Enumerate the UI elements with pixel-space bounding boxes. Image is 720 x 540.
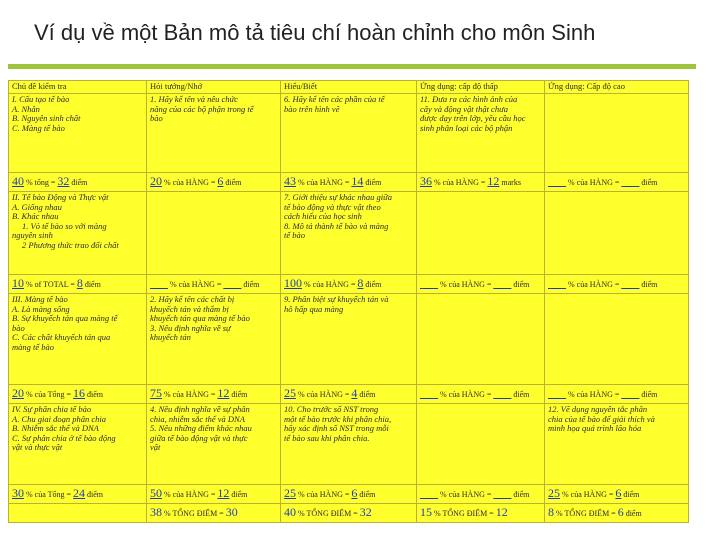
score-percent-label: % của Tổng =	[24, 489, 74, 499]
cell-line: bào trên hình vẽ	[284, 103, 340, 114]
score-percent-label: % của HÀNG =	[296, 177, 352, 187]
score-points-label: điểm	[511, 489, 530, 499]
score-cell	[147, 275, 281, 294]
score-points: 6	[615, 485, 622, 500]
score-percent: ___	[150, 275, 168, 290]
score-points-label: marks	[499, 177, 521, 187]
total-cell	[147, 504, 281, 523]
score-cell	[147, 485, 281, 504]
score-percent: ___	[548, 275, 566, 290]
score-points-label: điểm	[241, 279, 260, 289]
cell-line: 4. Nêu định nghĩa về sự phân	[150, 404, 250, 414]
score-percent-label: % of TOTAL =	[24, 279, 77, 289]
page-title: Ví dụ về một Bản mô tả tiêu chí hoàn chỉnh cho môn Sinh	[34, 20, 596, 45]
score-points: 8	[357, 275, 364, 290]
cell-line: bào	[12, 322, 25, 333]
score-percent: ___	[548, 385, 566, 400]
score-percent: 15	[420, 504, 432, 519]
score-percent: 25	[284, 485, 296, 500]
cell-line: tế bào sau khi phân chia.	[284, 432, 370, 443]
score-row	[9, 385, 689, 404]
rubric-cell	[417, 404, 545, 485]
cell-line: 12. Vẽ dụng nguyên tắc phân	[548, 404, 648, 414]
column-header: Ứng dụng: Cấp độ cao	[545, 81, 689, 94]
score-cell	[545, 385, 689, 404]
cell-line: 7. Giới thiệu sự khác nhau giữa	[284, 192, 393, 202]
score-points: ___	[621, 173, 640, 188]
cell-line: màng tế bào	[12, 341, 55, 352]
score-percent: 25	[284, 385, 296, 400]
cell-line: II. Tế bào Động và Thực vật	[12, 192, 109, 202]
cell-line: 2 Phương thức trao đổi chất	[22, 239, 119, 250]
score-cell	[417, 385, 545, 404]
cell-line: khuyếch tán qua màng tế bào	[150, 313, 250, 324]
totals-row	[9, 504, 689, 523]
score-points-label: điểm	[639, 279, 658, 289]
cell-line: chia của tế bào để giải thích và	[548, 413, 655, 424]
score-points: 14	[351, 173, 364, 188]
score-percent: 20	[150, 173, 162, 188]
score-points-label: điểm	[69, 177, 88, 187]
cell-line: 11. Đưa ra các hình ảnh của	[420, 94, 518, 104]
score-cell	[281, 485, 417, 504]
score-percent-label: % của HÀNG =	[162, 389, 218, 399]
cell-line: IV. Sự phân chia tế bào	[12, 404, 92, 414]
rubric-cell	[9, 192, 147, 275]
score-points: 6	[351, 485, 358, 500]
rubric-cell	[281, 94, 417, 173]
score-points: 12	[217, 485, 230, 500]
score-points-label: điểm	[82, 279, 101, 289]
score-percent: 100	[284, 275, 302, 290]
score-points-label: điểm	[85, 489, 104, 499]
score-cell	[545, 275, 689, 294]
score-points: ___	[621, 275, 640, 290]
score-percent-label: % tổng =	[24, 177, 58, 187]
score-points-label: điểm	[357, 389, 376, 399]
score-percent-label: % của HÀNG =	[296, 489, 352, 499]
score-percent-label: % của HÀNG =	[566, 389, 622, 399]
score-points-label: điểm	[639, 177, 658, 187]
rubric-table	[8, 80, 689, 523]
score-cell	[9, 275, 147, 294]
cell-line: hãy xác định số NST trong mỗi	[284, 423, 389, 434]
score-cell	[147, 173, 281, 192]
score-percent: 25	[548, 485, 560, 500]
score-percent-label: % của HÀNG =	[162, 177, 218, 187]
total-cell	[545, 504, 689, 523]
score-points: ___	[493, 385, 512, 400]
score-cell	[545, 173, 689, 192]
rubric-cell	[545, 192, 689, 275]
cell-line: 3. Nêu định nghĩa về sự	[150, 322, 231, 333]
score-cell	[417, 485, 545, 504]
cell-line: được dạy trên lớp, yêu cầu học	[420, 113, 526, 124]
cell-line: cách hiểu của học sinh	[284, 211, 362, 222]
total-cell	[417, 504, 545, 523]
rubric-cell	[281, 192, 417, 275]
cell-line: 9. Phân biệt sự khuyếch tán và	[284, 294, 389, 304]
score-row	[9, 275, 689, 294]
rubric-cell	[417, 294, 545, 385]
column-header: Chủ đề kiểm tra	[9, 81, 147, 94]
score-percent-label: % của HÀNG =	[168, 279, 224, 289]
score-percent: 30	[12, 485, 24, 500]
score-points: 12	[217, 385, 230, 400]
score-points: 6	[617, 504, 624, 519]
cell-line: khuyếch tán và thẩm bị	[150, 303, 229, 314]
content-row	[9, 294, 689, 385]
score-cell	[9, 385, 147, 404]
rubric-cell	[147, 404, 281, 485]
cell-line: 8. Mô tả thành tế bào và màng	[284, 220, 389, 231]
score-points-label: điểm	[357, 489, 376, 499]
cell-line: hô hấp qua màng	[284, 303, 344, 314]
cell-line: khuyếch tán	[150, 332, 191, 343]
score-cell	[417, 173, 545, 192]
score-points-label: điểm	[511, 279, 530, 289]
cell-line: III. Màng tế bào	[12, 294, 68, 304]
score-percent-label: % TỔNG ĐIỂM =	[554, 508, 618, 518]
score-percent: 75	[150, 385, 162, 400]
score-points: 6	[217, 173, 224, 188]
score-points-label: điểm	[85, 389, 104, 399]
score-cell	[281, 173, 417, 192]
cell-line: nguyên sinh	[12, 230, 53, 241]
score-percent-label: % TỔNG ĐIỂM =	[162, 508, 226, 518]
score-points: ___	[493, 485, 512, 500]
cell-line: 5. Nêu những điểm khác nhau	[150, 423, 252, 434]
score-points: 30	[225, 504, 238, 519]
score-percent: 43	[284, 173, 296, 188]
score-percent-label: % của HÀNG =	[438, 389, 494, 399]
cell-line: 1. Vỏ tế bào so với màng	[22, 220, 107, 231]
score-points: ___	[621, 385, 640, 400]
content-row	[9, 94, 689, 173]
score-percent: 38	[150, 504, 162, 519]
cell-line: vật và thực vật	[12, 442, 63, 453]
cell-line: A. Là màng sống	[12, 303, 70, 314]
score-cell	[417, 275, 545, 294]
cell-line: sinh phân loại các bộ phận	[420, 122, 513, 133]
score-points: 12	[487, 173, 500, 188]
score-points: 8	[76, 275, 83, 290]
cell-line: B. Khác nhau	[12, 211, 59, 222]
score-points: 4	[351, 385, 358, 400]
cell-line: A. Nhân	[12, 103, 40, 114]
score-percent: ___	[548, 173, 566, 188]
score-percent-label: % của HÀNG =	[438, 489, 494, 499]
cell-line: C. Sự phân chia ở tế bào động	[12, 432, 116, 443]
cell-line: tế bào động và thực vật theo	[284, 201, 381, 212]
score-percent: 10	[12, 275, 24, 290]
cell-line: B. Nguyên sinh chất	[12, 113, 81, 124]
score-points: 24	[73, 485, 86, 500]
score-points: 32	[359, 504, 372, 519]
score-percent-label: % của HÀNG =	[560, 489, 616, 499]
score-percent-label: % của HÀNG =	[302, 279, 358, 289]
cell-line: I. Cấu tạo tế bào	[12, 94, 70, 104]
content-row	[9, 404, 689, 485]
rubric-cell	[9, 294, 147, 385]
cell-line: 2. Hãy kể tên các chất bị	[150, 294, 235, 304]
score-row	[9, 173, 689, 192]
total-cell	[9, 504, 147, 523]
rubric-cell	[9, 404, 147, 485]
score-percent-label: % của HÀNG =	[162, 489, 218, 499]
cell-line: 6. Hãy kể tên các phần của tế	[284, 94, 385, 104]
score-percent: 20	[12, 385, 24, 400]
score-points-label: điểm	[363, 177, 382, 187]
rubric-cell	[9, 94, 147, 173]
rubric-cell	[545, 94, 689, 173]
score-percent-label: % của HÀNG =	[566, 279, 622, 289]
cell-line: vật	[150, 442, 161, 453]
column-header: Hỏi tưởng/Nhớ	[147, 81, 281, 94]
score-points-label: điểm	[363, 279, 382, 289]
rubric-cell	[147, 94, 281, 173]
score-percent: ___	[420, 485, 438, 500]
score-cell	[9, 173, 147, 192]
score-points-label: điểm	[223, 177, 242, 187]
cell-line: 10. Cho trước số NST trong	[284, 404, 379, 414]
score-points-label: điểm	[639, 389, 658, 399]
score-percent: 36	[420, 173, 432, 188]
score-points-label: điểm	[229, 489, 248, 499]
rubric-cell	[545, 404, 689, 485]
cell-line: A. Chu giai đoạn phân chia	[12, 413, 106, 424]
header-row	[9, 81, 689, 94]
score-percent: 40	[284, 504, 296, 519]
score-cell	[281, 385, 417, 404]
score-percent: ___	[420, 385, 438, 400]
cell-line: chia, nhiễm sắc thể và DNA	[150, 413, 245, 424]
score-cell	[281, 275, 417, 294]
score-cell	[545, 485, 689, 504]
cell-line: bào	[150, 113, 163, 124]
score-percent-label: % TỔNG ĐIỂM =	[296, 508, 360, 518]
score-points: 12	[495, 504, 508, 519]
cell-line: tế bào	[284, 230, 306, 241]
score-percent: ___	[420, 275, 438, 290]
rubric-cell	[545, 294, 689, 385]
cell-line: B. Nhiễm sắc thể và DNA	[12, 423, 99, 434]
cell-line: A. Giống nhau	[12, 201, 62, 212]
column-header: Hiểu/Biết	[281, 81, 417, 94]
cell-line: B. Sự khuyếch tán qua màng tế	[12, 313, 118, 324]
score-points-label: điểm	[229, 389, 248, 399]
rubric-cell	[281, 404, 417, 485]
score-points: ___	[493, 275, 512, 290]
rubric-cell	[417, 94, 545, 173]
cell-line: C. Màng tế bào	[12, 122, 65, 133]
score-percent-label: % của HÀNG =	[438, 279, 494, 289]
score-cell	[147, 385, 281, 404]
cell-line: 1. Hãy kể tên và nêu chức	[150, 94, 238, 104]
score-percent: 8	[548, 504, 554, 519]
score-points-label: điểm	[511, 389, 530, 399]
score-points: 16	[73, 385, 86, 400]
rubric-table-container	[8, 80, 688, 522]
score-row	[9, 485, 689, 504]
rubric-cell	[417, 192, 545, 275]
score-percent-label: % của HÀNG =	[296, 389, 352, 399]
score-cell	[9, 485, 147, 504]
score-percent: 40	[12, 173, 24, 188]
rubric-cell	[281, 294, 417, 385]
score-points: ___	[223, 275, 242, 290]
score-percent-label: % TỔNG ĐIỂM =	[432, 508, 496, 518]
score-points: 32	[57, 173, 70, 188]
cell-line: C. Các chất khuyếch tán qua	[12, 332, 111, 343]
score-percent: 50	[150, 485, 162, 500]
cell-line: một tế bào trước khi phân chia,	[284, 413, 392, 424]
cell-line: minh họa quá trình lão hóa	[548, 423, 642, 434]
rubric-cell	[147, 192, 281, 275]
score-percent-label: % của Tổng =	[24, 389, 74, 399]
column-header: Ứng dụng: cấp độ thấp	[417, 81, 545, 94]
rubric-cell	[147, 294, 281, 385]
content-row	[9, 192, 689, 275]
score-percent-label: % của HÀNG =	[566, 177, 622, 187]
score-points-label: điểm	[623, 508, 642, 518]
cell-line: năng của các bộ phận trong tế	[150, 103, 254, 114]
cell-line: cây và động vật thật chưa	[420, 103, 508, 114]
score-points-label: điểm	[621, 489, 640, 499]
title-underline	[8, 64, 696, 69]
score-percent-label: % của HÀNG =	[432, 177, 488, 187]
cell-line: giữa tế bào động vật và thực	[150, 432, 248, 443]
total-cell	[281, 504, 417, 523]
